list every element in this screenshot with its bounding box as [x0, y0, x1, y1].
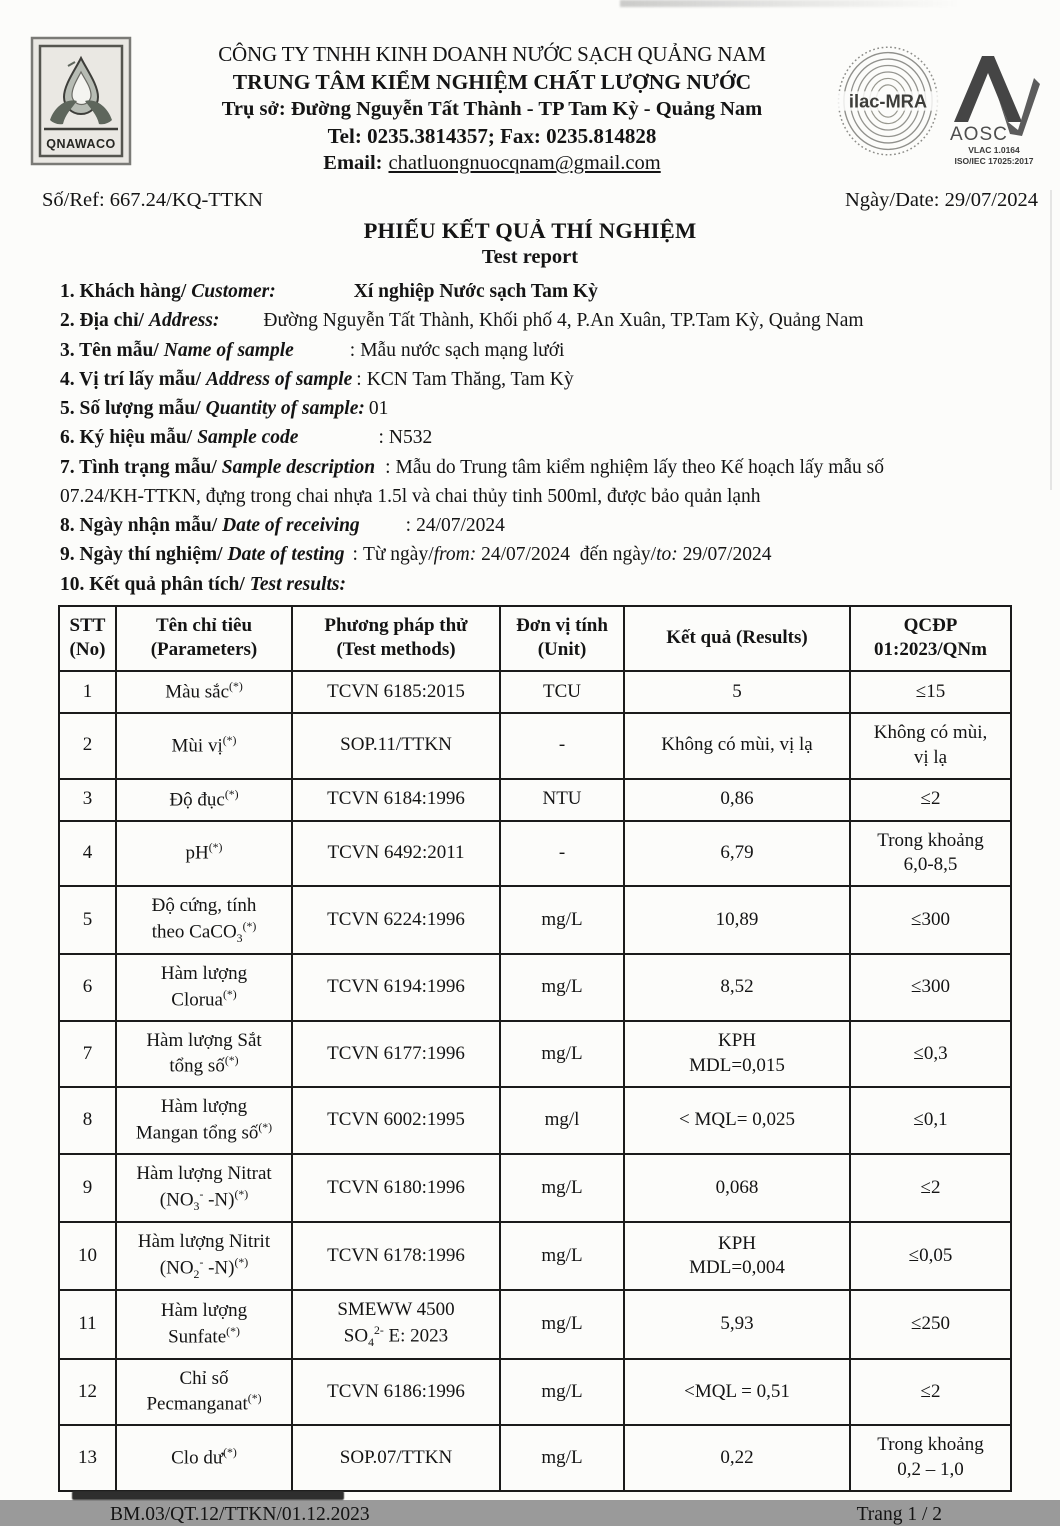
table-cell: <MQL = 0,51 — [624, 1359, 850, 1426]
table-row — [59, 1359, 1011, 1426]
table-cell: TCVN 6492:2011 — [292, 821, 500, 886]
form-code: BM.03/QT.12/TTKN/01.12.2023 — [110, 1503, 370, 1525]
table-cell: mg/l — [500, 1087, 624, 1154]
table-row — [59, 1154, 1011, 1222]
table-cell: Trong khoảng 6,0-8,5 — [850, 821, 1011, 886]
table-cell: 11 — [59, 1290, 116, 1358]
ref-label: Số/Ref: — [42, 189, 105, 211]
info-item-date-receiving: 8. Ngày nhận mẫu/ Date of receiving : 24/07/2024 — [60, 515, 505, 536]
table-row — [59, 886, 1011, 954]
table-cell: mg/L — [500, 1154, 624, 1222]
info-item-sample-code: 6. Ký hiệu mẫu/ Sample code : N532 — [60, 427, 433, 449]
table-row — [59, 779, 1011, 821]
info-item-customer: 1. Khách hàng/ Customer: Xí nghiệp Nước sạch Tam Kỳ — [60, 281, 598, 302]
table-cell: ≤0,1 — [850, 1087, 1011, 1154]
ref-date-row — [0, 175, 1060, 212]
email-label: Email: — [323, 152, 383, 174]
info-item-address: 2. Địa chỉ/ Address: Đường Nguyễn Tất Thành, Khối phố 4, P.An Xuân, TP.Tam Kỳ, Quảng Nam — [60, 310, 864, 332]
table-cell: TCVN 6186:1996 — [292, 1359, 500, 1426]
address-line: Trụ sở: Đường Nguyễn Tất Thành - TP Tam Kỳ - Quảng Nam — [221, 98, 763, 120]
table-row — [59, 954, 1011, 1021]
aosc-text: AOSC — [950, 124, 1008, 145]
table-row — [59, 671, 1011, 713]
qnawaco-logo-text: QNAWACO — [46, 137, 116, 151]
tel-fax-line: Tel: 0235.3814357; Fax: 0235.814828 — [327, 124, 657, 148]
table-cell: KPH MDL=0,015 — [624, 1021, 850, 1088]
table-cell: Độ đục(*) — [116, 779, 292, 821]
scan-artifact-bottom — [72, 1491, 344, 1500]
table-cell: TCVN 6184:1996 — [292, 779, 500, 821]
letterhead — [0, 0, 1060, 175]
table-cell: 4 — [59, 821, 116, 886]
table-cell: TCVN 6224:1996 — [292, 886, 500, 954]
table-cell: Không có mùi, vị lạ — [624, 713, 850, 778]
ref-number — [42, 189, 263, 212]
table-cell: 0,068 — [624, 1154, 850, 1222]
table-cell: 5 — [624, 671, 850, 713]
table-cell: ≤250 — [850, 1290, 1011, 1358]
table-cell: 2 — [59, 713, 116, 778]
info-item-date-testing: 9. Ngày thí nghiệm/ Date of testing : Từ ngày/from: 24/07/2024 đến ngày/to: 29/07/2024 — [60, 544, 772, 566]
date-label: Ngày/Date: — [844, 189, 940, 211]
table-cell: mg/L — [500, 886, 624, 954]
table-cell: 8 — [59, 1087, 116, 1154]
ilac-mra-text: ilac-MRA — [848, 90, 928, 112]
results-table-header-row — [59, 606, 1011, 671]
table-cell: 3 — [59, 779, 116, 821]
table-cell: Màu sắc(*) — [116, 671, 292, 713]
table-cell: ≤2 — [850, 779, 1011, 821]
table-cell: TCVN 6178:1996 — [292, 1222, 500, 1290]
table-cell: KPH MDL=0,004 — [624, 1222, 850, 1290]
page-footer — [0, 1504, 1060, 1526]
table-cell: 13 — [59, 1425, 116, 1490]
table-cell: ≤300 — [850, 954, 1011, 1021]
results-table-header-cell: STT (No) — [59, 606, 116, 671]
table-cell: SOP.07/TTKN — [292, 1425, 500, 1490]
table-cell: 1 — [59, 671, 116, 713]
table-cell: Hàm lượng Nitrit ($NO_2^-$ -N)(*) — [116, 1222, 292, 1290]
page-number: Trang 1 / 2 — [856, 1503, 942, 1525]
table-cell: Clo dư(*) — [116, 1425, 292, 1490]
info-item-quantity: 5. Số lượng mẫu/ Quantity of sample: 01 — [60, 398, 389, 419]
page-title-en: Test report — [481, 246, 579, 268]
table-cell: ≤0,3 — [850, 1021, 1011, 1088]
table-cell: Hàm lượng Sunfate(*) — [116, 1290, 292, 1358]
table-cell: ≤2 — [850, 1154, 1011, 1222]
table-cell: TCVN 6002:1995 — [292, 1087, 500, 1154]
table-row — [59, 1087, 1011, 1154]
aosc-vlac-text: VLAC 1.0164 — [968, 145, 1020, 155]
table-cell: Trong khoảng 0,2 – 1,0 — [850, 1425, 1011, 1490]
accreditation-logos — [834, 36, 1042, 170]
results-table-body — [59, 671, 1011, 1490]
table-cell: TCU — [500, 671, 624, 713]
info-item-sample-address: 4. Vị trí lấy mẫu/ Address of sample : KCN Tam Thăng, Tam Kỳ — [60, 368, 574, 390]
table-cell: pH(*) — [116, 821, 292, 886]
email-link[interactable]: chatluongnuocqnam@gmail.com — [388, 152, 661, 174]
table-cell: 5,93 — [624, 1290, 850, 1358]
table-cell: ≤15 — [850, 671, 1011, 713]
table-cell: SOP.11/TTKN — [292, 713, 500, 778]
table-cell: Mùi vị(*) — [116, 713, 292, 778]
table-cell: TCVN 6177:1996 — [292, 1021, 500, 1088]
table-cell: mg/L — [500, 1021, 624, 1088]
aosc-logo-icon — [946, 44, 1042, 170]
table-cell: mg/L — [500, 1425, 624, 1490]
table-cell: 6 — [59, 954, 116, 1021]
table-row — [59, 821, 1011, 886]
center-name: TRUNG TÂM KIỂM NGHIỆM CHẤT LƯỢNG NƯỚC — [232, 70, 752, 94]
table-cell: 0,22 — [624, 1425, 850, 1490]
results-table-header-cell: Tên chỉ tiêu (Parameters) — [116, 606, 292, 671]
table-row — [59, 1222, 1011, 1290]
table-cell: 7 — [59, 1021, 116, 1088]
results-table-head — [59, 606, 1011, 671]
results-table-header-cell: Kết quả (Results) — [624, 606, 850, 671]
scan-artifact-top — [620, 0, 960, 7]
table-cell: mg/L — [500, 1359, 624, 1426]
table-cell: 0,86 — [624, 779, 850, 821]
info-item-description: 7. Tình trạng mẫu/ Sample description : Mẫu do Trung tâm kiểm nghiệm lấy theo Kế hoạch lấy mẫu số — [60, 456, 884, 478]
table-cell: mg/L — [500, 1290, 624, 1358]
table-cell: ≤300 — [850, 886, 1011, 954]
sample-info — [0, 269, 1060, 599]
table-cell: - — [500, 713, 624, 778]
table-row — [59, 1021, 1011, 1088]
qnawaco-logo — [30, 36, 132, 171]
water-drop-logo-icon — [30, 36, 132, 166]
results-table-header-cell: Đơn vị tính (Unit) — [500, 606, 624, 671]
results-table-header-cell: QCĐP 01:2023/QNm — [850, 606, 1011, 671]
info-item-sample-name: 3. Tên mẫu/ Name of sample : Mẫu nước sạch mạng lưới — [60, 339, 565, 361]
table-cell: SMEWW 4500 $SO_4^{2-}$ E: 2023 — [292, 1290, 500, 1358]
table-cell: TCVN 6180:1996 — [292, 1154, 500, 1222]
info-item-test-results: 10. Kết quả phân tích/ Test results: — [60, 573, 347, 595]
ref-value: 667.24/KQ-TTKN — [109, 189, 263, 211]
table-cell: 6,79 — [624, 821, 850, 886]
company-name: CÔNG TY TNHH KINH DOANH NƯỚC SẠCH QUẢNG NAM — [218, 42, 766, 66]
table-cell: Độ cứng, tính theo CaCO$_3$(*) — [116, 886, 292, 954]
results-table — [58, 605, 1012, 1492]
page-title-vi: PHIẾU KẾT QUẢ THÍ NGHIỆM — [363, 218, 697, 243]
ilac-mra-stamp-icon — [834, 44, 942, 158]
table-cell: ≤2 — [850, 1359, 1011, 1426]
info-item-description-line2: 07.24/KH-TTKN, đựng trong chai nhựa 1.5l và chai thủy tinh 500ml, được bảo quản lạnh — [60, 485, 761, 507]
table-cell: 5 — [59, 886, 116, 954]
aosc-iso-text: ISO/IEC 17025:2017 — [954, 156, 1034, 166]
table-cell: 10,89 — [624, 886, 850, 954]
table-cell: Không có mùi, vị lạ — [850, 713, 1011, 778]
table-cell: Hàm lượng Mangan tổng số(*) — [116, 1087, 292, 1154]
table-cell: 12 — [59, 1359, 116, 1426]
table-cell: TCVN 6185:2015 — [292, 671, 500, 713]
table-cell: TCVN 6194:1996 — [292, 954, 500, 1021]
date-value: 29/07/2024 — [944, 189, 1038, 211]
email-line — [150, 152, 834, 175]
table-cell: Hàm lượng Nitrat ($NO_3^-$ -N)(*) — [116, 1154, 292, 1222]
results-table-header-cell: Phương pháp thử (Test methods) — [292, 606, 500, 671]
table-cell: 8,52 — [624, 954, 850, 1021]
table-cell: 10 — [59, 1222, 116, 1290]
table-cell: - — [500, 821, 624, 886]
scan-artifact-right — [1050, 190, 1052, 490]
table-cell: Hàm lượng Clorua(*) — [116, 954, 292, 1021]
table-cell: mg/L — [500, 954, 624, 1021]
letterhead-text — [150, 36, 834, 175]
report-date — [845, 189, 1038, 212]
table-cell: Chỉ số Pecmanganat(*) — [116, 1359, 292, 1426]
table-row — [59, 713, 1011, 778]
table-cell: Hàm lượng Sắt tổng số(*) — [116, 1021, 292, 1088]
table-row — [59, 1290, 1011, 1358]
table-cell: < MQL= 0,025 — [624, 1087, 850, 1154]
table-cell: 9 — [59, 1154, 116, 1222]
table-cell: NTU — [500, 779, 624, 821]
table-row — [59, 1425, 1011, 1490]
table-cell: ≤0,05 — [850, 1222, 1011, 1290]
table-cell: mg/L — [500, 1222, 624, 1290]
